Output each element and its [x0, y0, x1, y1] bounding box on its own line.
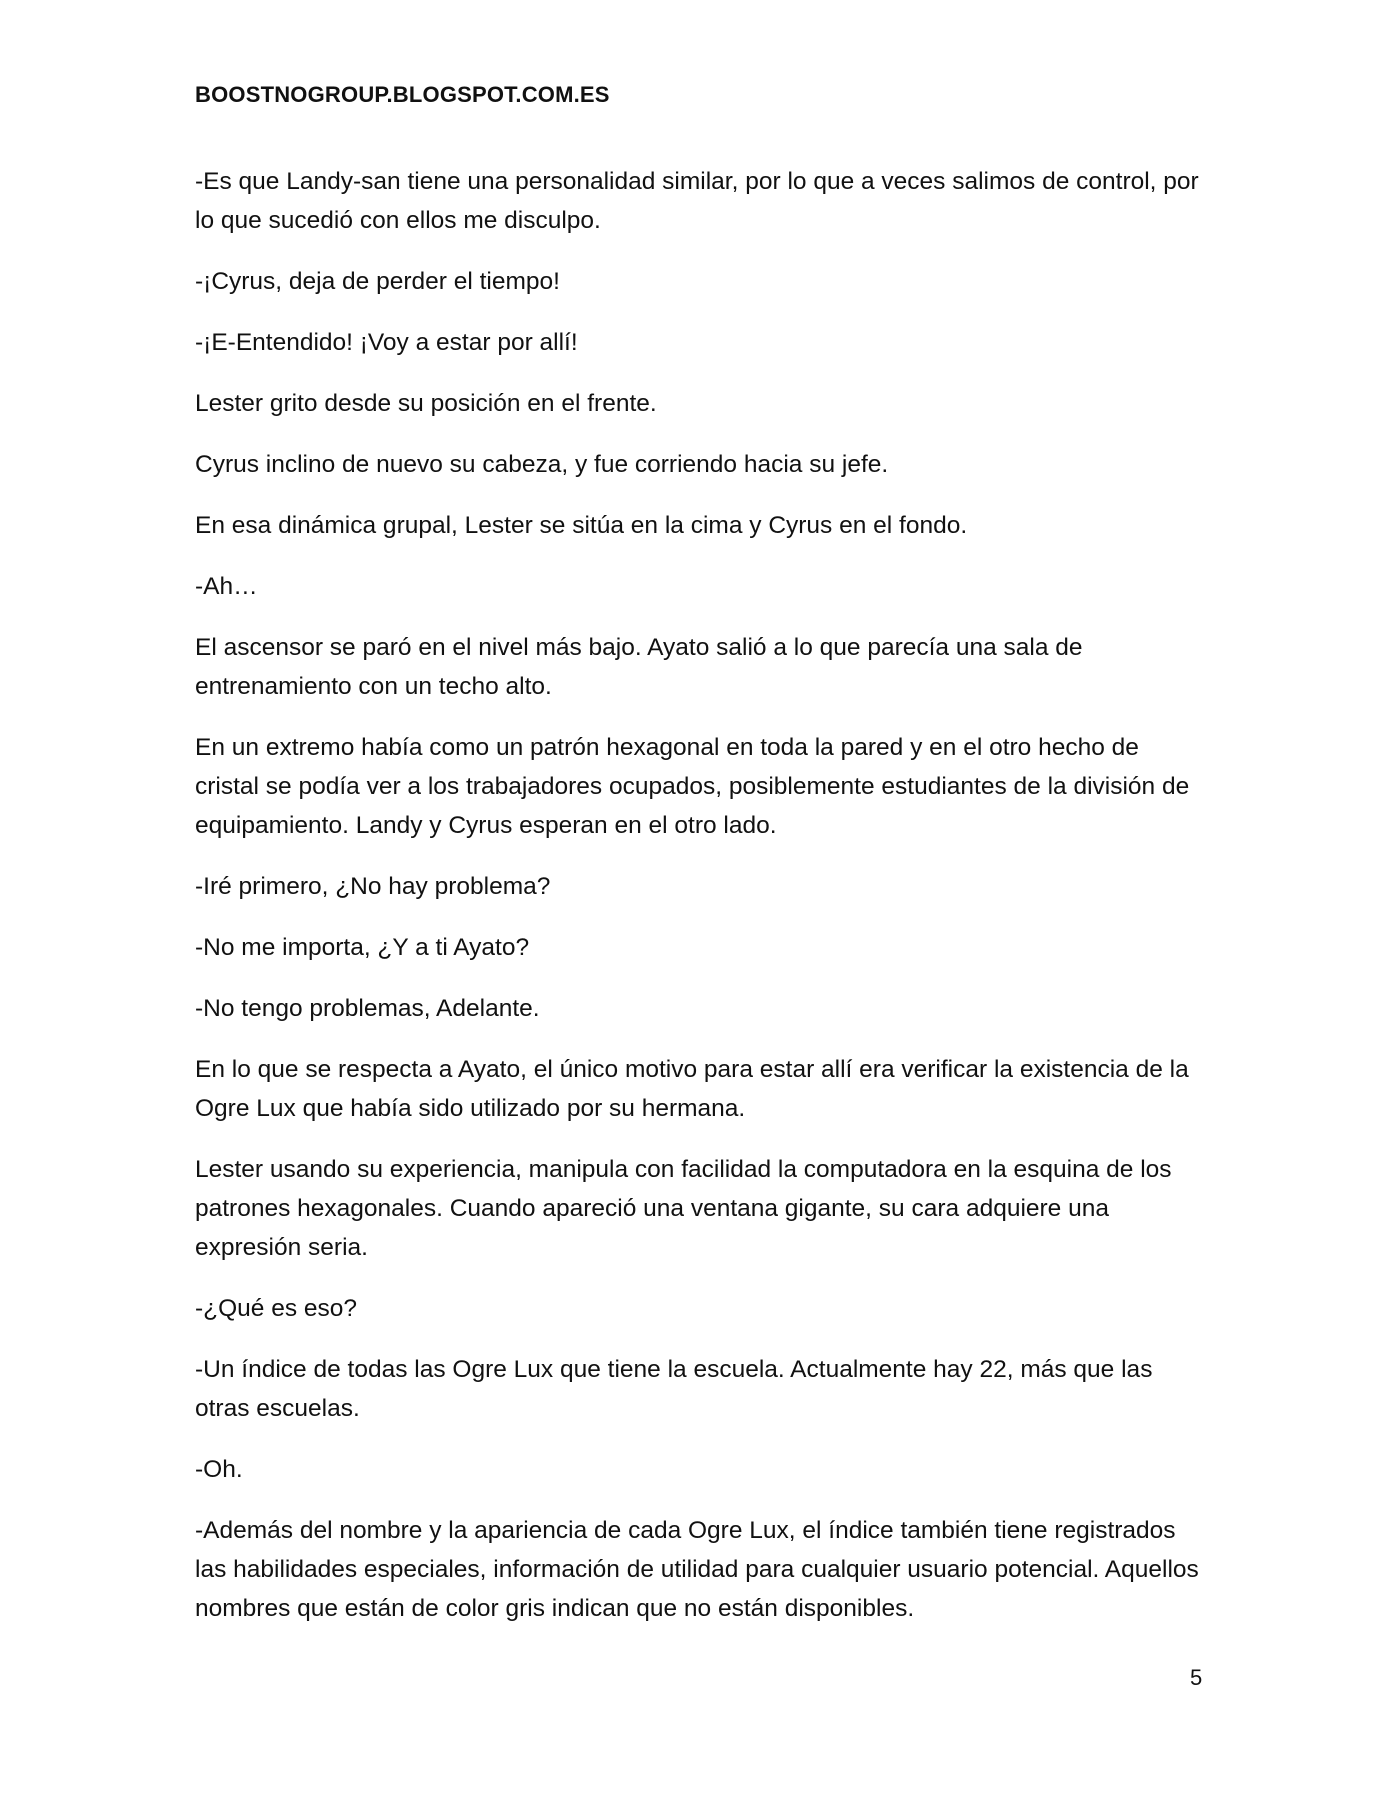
paragraph: -No me importa, ¿Y a ti Ayato?: [195, 934, 530, 961]
paragraph: -Ah…: [195, 573, 258, 600]
paragraph: -Además del nombre y la apariencia de cada Ogre Lux, el índice también tiene registrados las habilidades especiales, información de utilidad para cualquier usuario potencial. Aquellos nombres que están de color gris indican que no están disponibles.: [195, 1517, 1199, 1622]
body-text: [195, 162, 1205, 1650]
paragraph: El ascensor se paró en el nivel más bajo. Ayato salió a lo que parecía una sala de entrenamiento con un techo alto.: [195, 634, 1083, 700]
paragraph: -No tengo problemas, Adelante.: [195, 995, 540, 1022]
paragraph: -Oh.: [195, 1456, 243, 1483]
paragraph: Lester grito desde su posición en el frente.: [195, 390, 657, 417]
paragraph: En esa dinámica grupal, Lester se sitúa en la cima y Cyrus en el fondo.: [195, 512, 968, 539]
paragraph: En lo que se respecta a Ayato, el único motivo para estar allí era verificar la existencia de la Ogre Lux que había sido utilizado por su hermana.: [195, 1056, 1189, 1122]
paragraph: Cyrus inclino de nuevo su cabeza, y fue corriendo hacia su jefe.: [195, 451, 889, 478]
paragraph: Lester usando su experiencia, manipula con facilidad la computadora en la esquina de los patrones hexagonales. Cuando apareció una ventana gigante, su cara adquiere una expresión seria.: [195, 1156, 1172, 1261]
paragraph: -¡E-Entendido! ¡Voy a estar por allí!: [195, 329, 578, 356]
page-number: 5: [1190, 1665, 1203, 1690]
paragraph: -Es que Landy-san tiene una personalidad similar, por lo que a veces salimos de control, por lo que sucedió con ellos me disculpo.: [195, 168, 1199, 234]
paragraph: -¡Cyrus, deja de perder el tiempo!: [195, 268, 560, 295]
paragraph: -Iré primero, ¿No hay problema?: [195, 873, 551, 900]
paragraph: En un extremo había como un patrón hexagonal en toda la pared y en el otro hecho de cristal se podía ver a los trabajadores ocupados, posiblemente estudiantes de la división de equipamiento. Landy y Cyrus esperan en el otro lado.: [195, 734, 1190, 839]
header-site-name: BOOSTNOGROUP.BLOGSPOT.COM.ES: [195, 82, 610, 107]
paragraph: -¿Qué es eso?: [195, 1295, 358, 1322]
paragraph: -Un índice de todas las Ogre Lux que tiene la escuela. Actualmente hay 22, más que las otras escuelas.: [195, 1356, 1153, 1422]
